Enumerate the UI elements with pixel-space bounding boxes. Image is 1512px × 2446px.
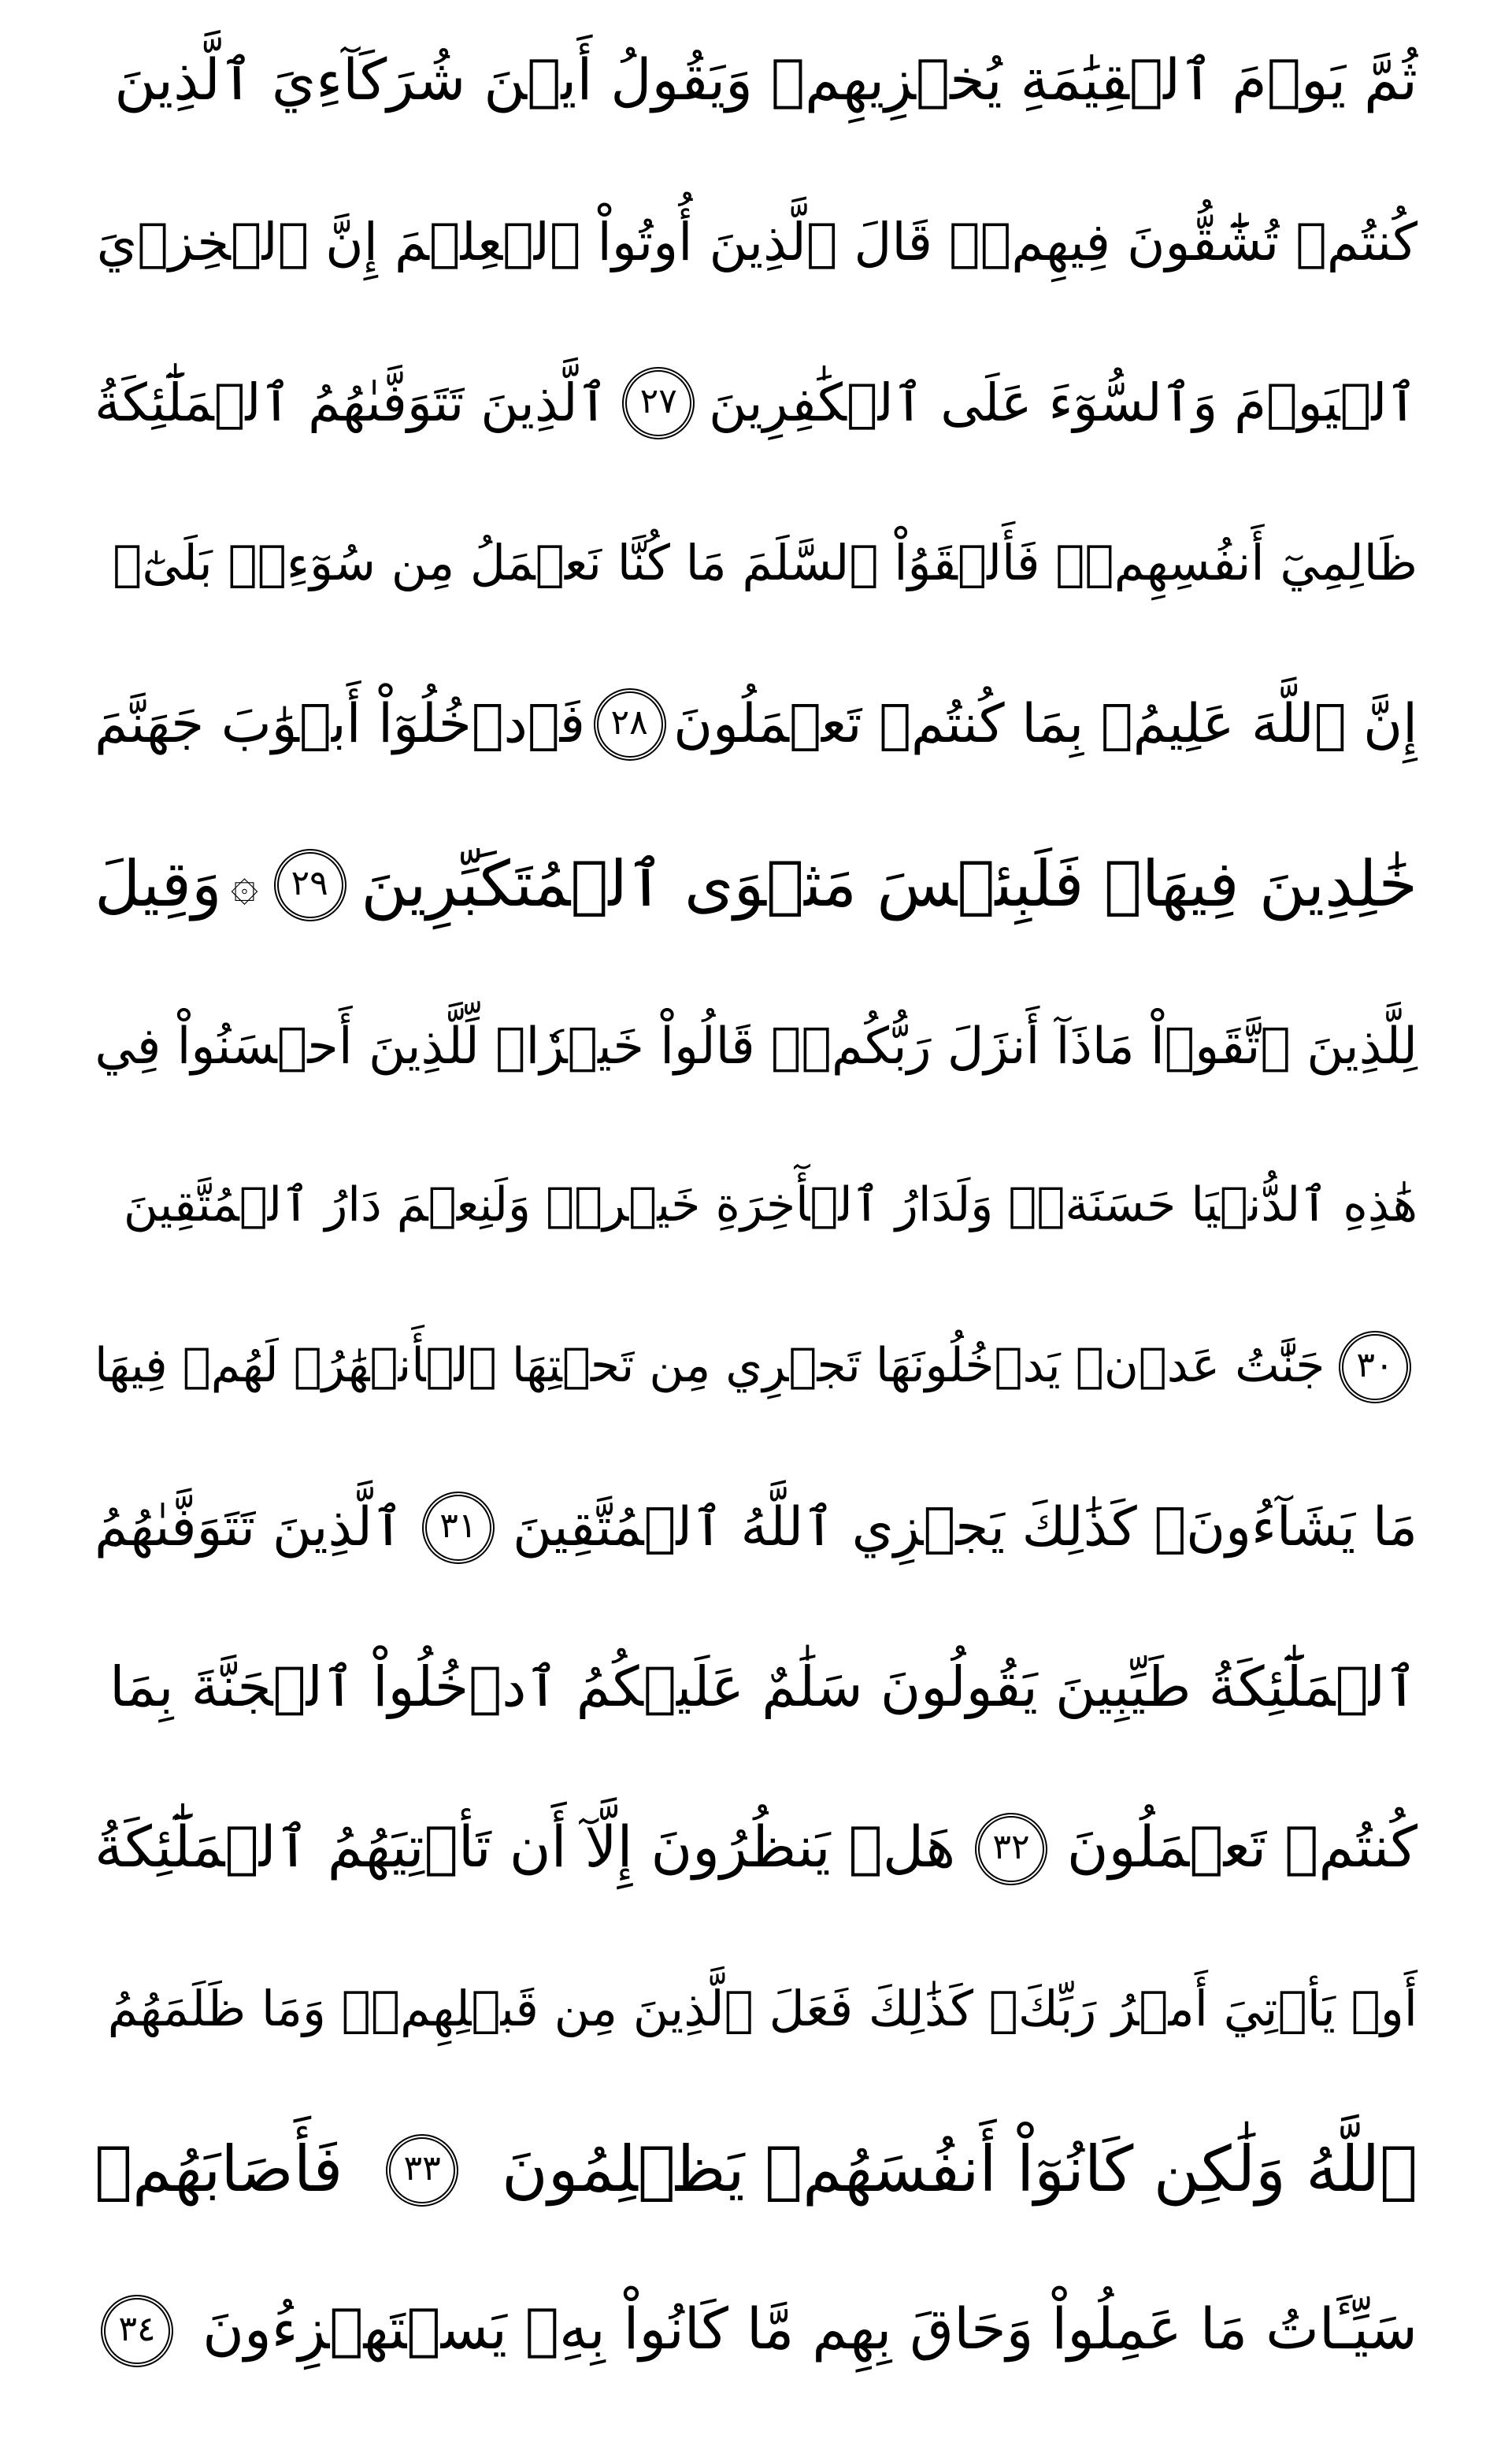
verse-line-3 [94, 340, 1418, 466]
rub-el-hizb-icon: ۞ [230, 857, 258, 912]
verse-line-5 [94, 662, 1418, 788]
line-12-text-a: كُنتُمۡ تَعۡمَلُونَ [1066, 1816, 1418, 1881]
ayah-end-marker-33: ٣٣ [386, 2134, 458, 2207]
ayah-end-marker-28: ٢٨ [593, 688, 665, 761]
verse-line-4 [94, 501, 1418, 627]
line-5-text-a: إِنَّ ٱللَّهَ عَلِيمُۢ بِمَا كُنتُمۡ تَعۡمَلُونَ [673, 693, 1418, 756]
verse-line-11 [94, 1625, 1418, 1751]
line-6-text-a: خَٰلِدِينَ فِيهَاۖ فَلَبِئۡسَ مَثۡوَى ٱلۡمُتَكَبِّرِينَ [361, 849, 1418, 921]
line-10-text-b: ٱلَّذِينَ تَتَوَفَّىٰهُمُ [94, 1496, 404, 1559]
line-4-text: ظَالِمِيٓ أَنفُسِهِمۡۖ فَأَلۡقَوُاْ ٱلسَّلَمَ مَا كُنَّا نَعۡمَلُ مِن سُوٓءِۭۚ بَلَىٰٓۚ [113, 536, 1418, 592]
verse-line-14 [94, 2107, 1418, 2233]
line-12-text-b: هَلۡ يَنظُرُونَ إِلَّآ أَن تَأۡتِيَهُمُ ٱلۡمَلَٰٓئِكَةُ [94, 1816, 956, 1881]
line-1-text: ثُمَّ يَوۡمَ ٱلۡقِيَٰمَةِ يُخۡزِيهِمۡ وَيَقُولُ أَيۡنَ شُرَكَآءِيَ ٱلَّذِينَ [114, 49, 1418, 113]
ayah-end-marker-27: ٢٧ [622, 367, 695, 439]
line-5-text-b: فَٱدۡخُلُوٓاْ أَبۡوَٰبَ جَهَنَّمَ [94, 693, 586, 756]
line-7-text: لِلَّذِينَ ٱتَّقَوۡاْ مَاذَآ أَنزَلَ رَبُّكُمۡۚ قَالُواْ خَيۡرٗاۗ لِّلَّذِينَ أَحۡسَنُواْ فِي [94, 1016, 1418, 1076]
line-13-text: أَوۡ يَأۡتِيَ أَمۡرُ رَبِّكَۚ كَذَٰلِكَ فَعَلَ ٱلَّذِينَ مِن قَبۡلِهِمۡۚ وَمَا ظَلَمَهُمُ [107, 1981, 1418, 2038]
verse-line-15 [94, 2268, 1418, 2394]
line-14-text-b: فَأَصَابَهُمۡ [94, 2134, 343, 2207]
verse-line-12 [94, 1786, 1418, 1912]
ayah-end-marker-31: ٣١ [422, 1492, 495, 1564]
line-11-text: ٱلۡمَلَٰٓئِكَةُ طَيِّبِينَ يَقُولُونَ سَلَٰمٌ عَلَيۡكُمُ ٱدۡخُلُواْ ٱلۡجَنَّةَ بِمَا [109, 1657, 1418, 1720]
verse-line-9 [94, 1304, 1418, 1430]
ayah-end-marker-29: ٢٩ [273, 849, 346, 921]
line-8-text: هَٰذِهِ ٱلدُّنۡيَا حَسَنَةٞۚ وَلَدَارُ ٱلۡأٓخِرَةِ خَيۡرٞۚ وَلَنِعۡمَ دَارُ ٱلۡمُتَّقِينَ [123, 1178, 1418, 1233]
line-9-text: جَنَّٰتُ عَدۡنٖ يَدۡخُلُونَهَا تَجۡرِي مِن تَحۡتِهَا ٱلۡأَنۡهَٰرُۖ لَهُمۡ فِيهَا [94, 1339, 1325, 1394]
ayah-end-marker-30: ٣٠ [1339, 1331, 1411, 1403]
line-15-text: سَيِّـَٔاتُ مَا عَمِلُواْ وَحَاقَ بِهِم مَّا كَانُواْ بِهِۦ يَسۡتَهۡزِءُونَ [202, 2298, 1418, 2363]
verse-line-7 [94, 983, 1418, 1109]
verse-line-10 [94, 1465, 1418, 1591]
line-2-text: كُنتُمۡ تُشَٰٓقُّونَ فِيهِمۡۚ قَالَ ٱلَّذِينَ أُوتُواْ ٱلۡعِلۡمَ إِنَّ ٱلۡخِزۡيَ [96, 211, 1418, 272]
verse-line-6 [94, 822, 1418, 948]
verse-line-1 [94, 19, 1418, 145]
line-3-text-a: ٱلۡيَوۡمَ وَٱلسُّوٓءَ عَلَى ٱلۡكَٰفِرِينَ [709, 372, 1418, 433]
verse-line-8 [94, 1143, 1418, 1269]
verse-line-2 [94, 180, 1418, 306]
ayah-end-marker-34: ٣٤ [101, 2295, 173, 2367]
ayah-end-marker-32: ٣٢ [975, 1813, 1047, 1885]
line-10-text-a: مَا يَشَآءُونَۚ كَذَٰلِكَ يَجۡزِي ٱللَّهُ ٱلۡمُتَّقِينَ [513, 1496, 1418, 1559]
line-6-text-b: وَقِيلَ [94, 849, 222, 921]
line-3-text-b: ٱلَّذِينَ تَتَوَفَّىٰهُمُ ٱلۡمَلَٰٓئِكَةُ [94, 372, 609, 433]
line-14-text-a: ٱللَّهُ وَلَٰكِن كَانُوٓاْ أَنفُسَهُمۡ يَظۡلِمُونَ [501, 2134, 1418, 2207]
verse-line-13 [94, 1947, 1418, 2073]
